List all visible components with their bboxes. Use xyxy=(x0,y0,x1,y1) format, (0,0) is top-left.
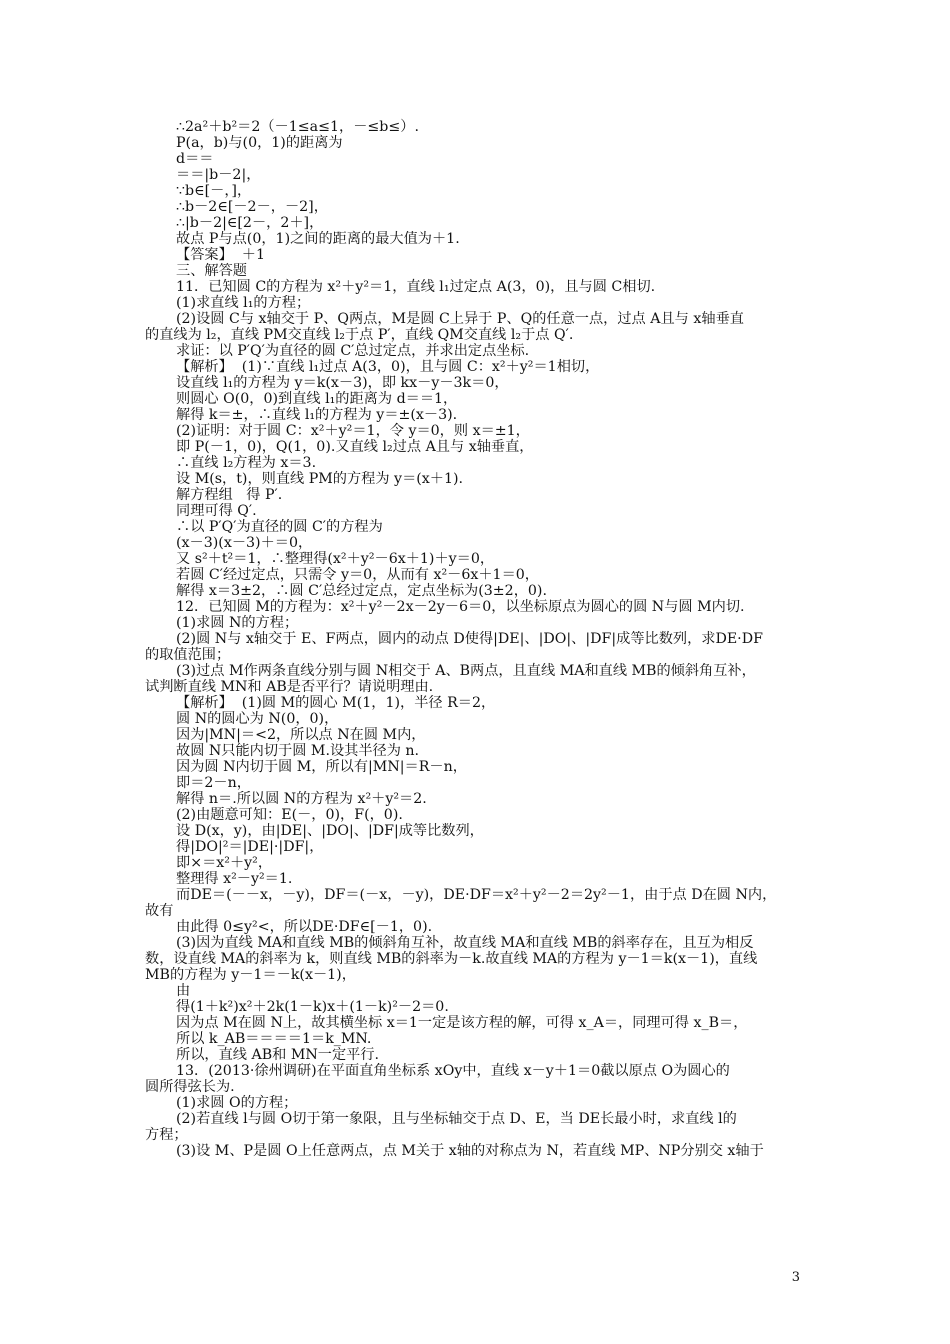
text-line: 设直线 l₁的方程为 y＝k(x－3)，即 kx－y－3k＝0， xyxy=(176,375,509,391)
text-line: 13．(2013·徐州调研)在平面直角坐标系 xOy中，直线 x－y＋1＝0截以原点 O为圆心的 xyxy=(176,1063,730,1079)
text-line: ∴2a²＋b²＝2（－1≤a≤1，－≤b≤）. xyxy=(176,119,419,135)
text-line: 【答案】 ＋1 xyxy=(176,247,265,263)
text-line: 【解析】 (1)圆 M的圆心 M(1，1)，半径 R＝2， xyxy=(176,695,496,711)
text-line: 得(1＋k²)x²＋2k(1－k)x＋(1－k)²－2＝0. xyxy=(176,999,449,1015)
text-line: (3)设 M、P是圆 O上任意两点，点 M关于 x轴的对称点为 N，若直线 MP、NP分别交 x轴于 xyxy=(176,1143,764,1159)
text-line: 试判断直线 MN和 AB是否平行？请说明理由. xyxy=(145,679,434,695)
text-line: (1)求圆 N的方程； xyxy=(176,615,299,631)
text-line: 解得 k＝±，∴直线 l₁的方程为 y＝±(x－3). xyxy=(176,407,458,423)
text-line: (2)若直线 l与圆 O切于第一象限，且与坐标轴交于点 D、E，当 DE长最小时，求直线 l的 xyxy=(176,1111,737,1127)
text-line: 方程； xyxy=(145,1127,188,1143)
text-line: ∴b－2∈[－2－，－2]， xyxy=(176,199,328,215)
text-line: ＝＝|b－2|， xyxy=(176,167,261,183)
text-line: 设 D(x，y)，由|DE|、|DO|、|DF|成等比数列， xyxy=(176,823,484,839)
text-line: 同理可得 Q′. xyxy=(176,503,257,519)
text-line: 即＝2－n， xyxy=(176,775,251,791)
text-line: 设 M(s，t)，则直线 PM的方程为 y＝(x＋1). xyxy=(176,471,464,487)
text-line: 由此得 0≤y²<，所以DE·DF∈[－1，0). xyxy=(176,919,433,935)
text-line: 12．已知圆 M的方程为：x²＋y²－2x－2y－6＝0，以坐标原点为圆心的圆 N与圆 M内切. xyxy=(176,599,745,615)
text-line: 则圆心 O(0，0)到直线 l₁的距离为 d＝＝1， xyxy=(176,391,458,407)
text-line: 数，设直线 MA的斜率为 k，则直线 MB的斜率为－k.故直线 MA的方程为 y－1＝k(x－1)，直线 xyxy=(145,951,758,967)
text-line: 整理得 x²－y²＝1. xyxy=(176,871,293,887)
text-line: 因为|MN|＝<2，所以点 N在圆 M内， xyxy=(176,727,426,743)
text-line: (x－3)(x－3)＋＝0， xyxy=(176,535,313,551)
text-line: 【解析】 (1)∵直线 l₁过点 A(3，0)，且与圆 C：x²＋y²＝1相切， xyxy=(176,359,600,375)
text-line: (1)求圆 O的方程； xyxy=(176,1095,298,1111)
text-line: 所以，直线 AB和 MN一定平行. xyxy=(176,1047,380,1063)
text-line: 11．已知圆 C的方程为 x²＋y²＝1，直线 l₁过定点 A(3，0)，且与圆 C相切. xyxy=(176,279,656,295)
text-line: 的直线为 l₂，直线 PM交直线 l₂于点 P′，直线 QM交直线 l₂于点 Q′. xyxy=(145,327,574,343)
text-line: 的取值范围； xyxy=(145,647,231,663)
text-line: 求证：以 P′Q′为直径的圆 C′总过定点，并求出定点坐标. xyxy=(176,343,530,359)
text-line: ∴直线 l₂方程为 x＝3. xyxy=(176,455,317,471)
text-line: 故有 xyxy=(145,903,174,919)
text-line: (1)求直线 l₁的方程； xyxy=(176,295,311,311)
text-line: d＝＝ xyxy=(176,151,214,167)
text-line: 解方程组 得 P′. xyxy=(176,487,283,503)
text-line: (2)证明：对于圆 C：x²＋y²＝1，令 y＝0，则 x＝±1， xyxy=(176,423,530,439)
text-line: 若圆 C′经过定点，只需令 y＝0，从而有 x²－6x＋1＝0， xyxy=(176,567,539,583)
text-line: 圆所得弦长为. xyxy=(145,1079,235,1095)
text-line: 解得 n＝.所以圆 N的方程为 x²＋y²＝2. xyxy=(176,791,427,807)
text-line: P(a，b)与(0，1)的距离为 xyxy=(176,135,343,151)
text-line: ∴以 P′Q′为直径的圆 C′的方程为 xyxy=(176,519,383,535)
text-line: ∴|b－2|∈[2－，2＋]， xyxy=(176,215,324,231)
text-line: 得|DO|²＝|DE|·|DF|， xyxy=(176,839,324,855)
text-line: (2)圆 N与 x轴交于 E、F两点，圆内的动点 D使得|DE|、|DO|、|DF|成等比数列，求DE·DF xyxy=(176,631,763,647)
text-line: (3)过点 M作两条直线分别与圆 N相交于 A、B两点，且直线 MA和直线 MB的倾斜角互补， xyxy=(176,663,756,679)
page-number: 3 xyxy=(791,1270,800,1285)
text-line: 因为点 M在圆 N上，故其横坐标 x＝1一定是该方程的解，可得 x_A＝，同理可得 x_B＝， xyxy=(176,1015,748,1031)
text-line: 所以 k_AB＝＝＝＝1＝k_MN. xyxy=(176,1031,372,1047)
text-line: 三、解答题 xyxy=(176,263,247,279)
text-line: (2)由题意可知：E(－，0)，F(，0). xyxy=(176,807,403,823)
text-line: 又 s²＋t²＝1，∴整理得(x²＋y²－6x＋1)＋y＝0， xyxy=(176,551,495,567)
text-line: ∵b∈[－，]， xyxy=(176,183,252,199)
text-line: 解得 x＝3±2，∴圆 C′总经过定点，定点坐标为(3±2，0). xyxy=(176,583,547,599)
text-line: 而DE＝(－－x，－y)，DF＝(－x，－y)，DE·DF＝x²＋y²－2＝2y²－1，由于点 D在圆 N内， xyxy=(176,887,777,903)
text-line: 由 xyxy=(176,983,191,999)
text-line: (3)因为直线 MA和直线 MB的倾斜角互补，故直线 MA和直线 MB的斜率存在，且互为相反 xyxy=(176,935,754,951)
text-line: 因为圆 N内切于圆 M，所以有|MN|＝R－n， xyxy=(176,759,467,775)
text-line: 即 P(－1，0)，Q(1，0).又直线 l₂过点 A且与 x轴垂直， xyxy=(176,439,534,455)
text-line: 故点 P与点(0，1)之间的距离的最大值为＋1. xyxy=(176,231,460,247)
text-line: (2)设圆 C与 x轴交于 P、Q两点，M是圆 C上异于 P、Q的任意一点，过点 A且与 x轴垂直 xyxy=(176,311,744,327)
text-line: MB的方程为 y－1＝－k(x－1)， xyxy=(145,967,356,983)
text-line: 故圆 N只能内切于圆 M.设其半径为 n. xyxy=(176,743,420,759)
text-line: 圆 N的圆心为 N(0，0)， xyxy=(176,711,339,727)
text-line: 即×＝x²＋y²， xyxy=(176,855,273,871)
